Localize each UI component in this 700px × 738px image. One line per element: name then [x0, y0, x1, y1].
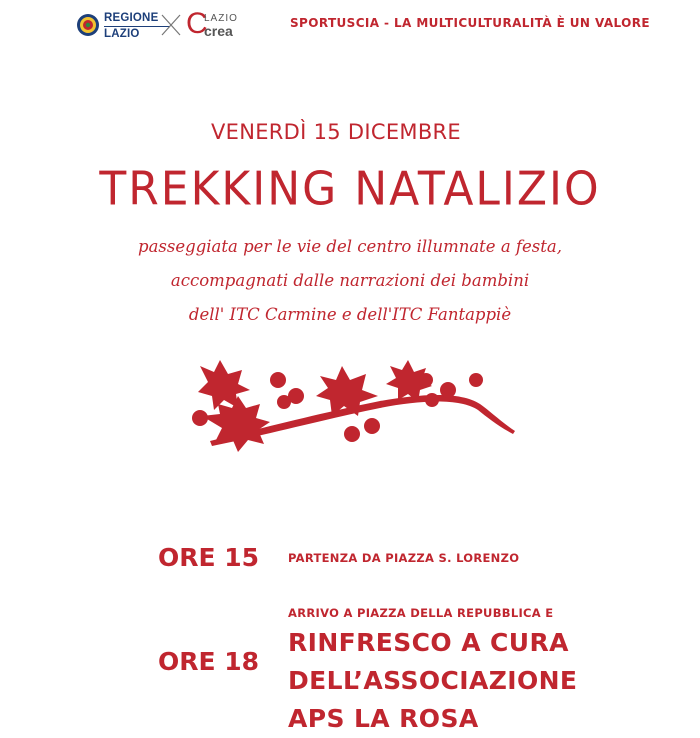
highlight-line: DELL’ASSOCIAZIONE — [288, 666, 578, 695]
highlight-line: APS LA ROSA — [288, 704, 479, 733]
lazio-crea-logo — [186, 7, 256, 42]
crea-top-text: LAZIO — [204, 13, 238, 24]
highlight-line: RINFRESCO A CURA — [288, 628, 569, 657]
regione-line1: REGIONE — [104, 12, 159, 24]
holly-branch-icon — [180, 356, 520, 471]
crea-c-mark: C — [186, 7, 208, 40]
schedule-description-1: PARTENZA DA PIAZZA S. LORENZO — [288, 551, 520, 565]
regione-lazio-emblem-icon — [76, 13, 100, 37]
subtitle-line: passeggiata per le vie del centro illumnate a festa, — [138, 237, 562, 256]
event-title: TREKKING NATALIZIO — [99, 162, 601, 217]
regione-line2: LAZIO — [104, 28, 140, 40]
header-title: SPORTUSCIA - LA MULTICULTURALITÀ È UN VALORE — [290, 16, 650, 30]
header — [0, 0, 700, 50]
event-subtitle — [90, 230, 610, 332]
event-date: VENERDÌ 15 DICEMBRE — [210, 120, 462, 144]
subtitle-line: dell' ITC Carmine e dell'ITC Fantappiè — [188, 305, 512, 324]
crea-bottom-text: crea — [204, 23, 233, 39]
subtitle-line: accompagnati dalle narrazioni dei bambini — [170, 271, 530, 290]
logo-divider-cross — [160, 12, 182, 38]
schedule-highlight — [288, 624, 577, 738]
schedule-time-1: ORE 15 — [158, 543, 260, 572]
schedule-time-2: ORE 18 — [158, 647, 260, 676]
schedule-description-2: ARRIVO A PIAZZA DELLA REPUBBLICA E — [288, 606, 554, 620]
